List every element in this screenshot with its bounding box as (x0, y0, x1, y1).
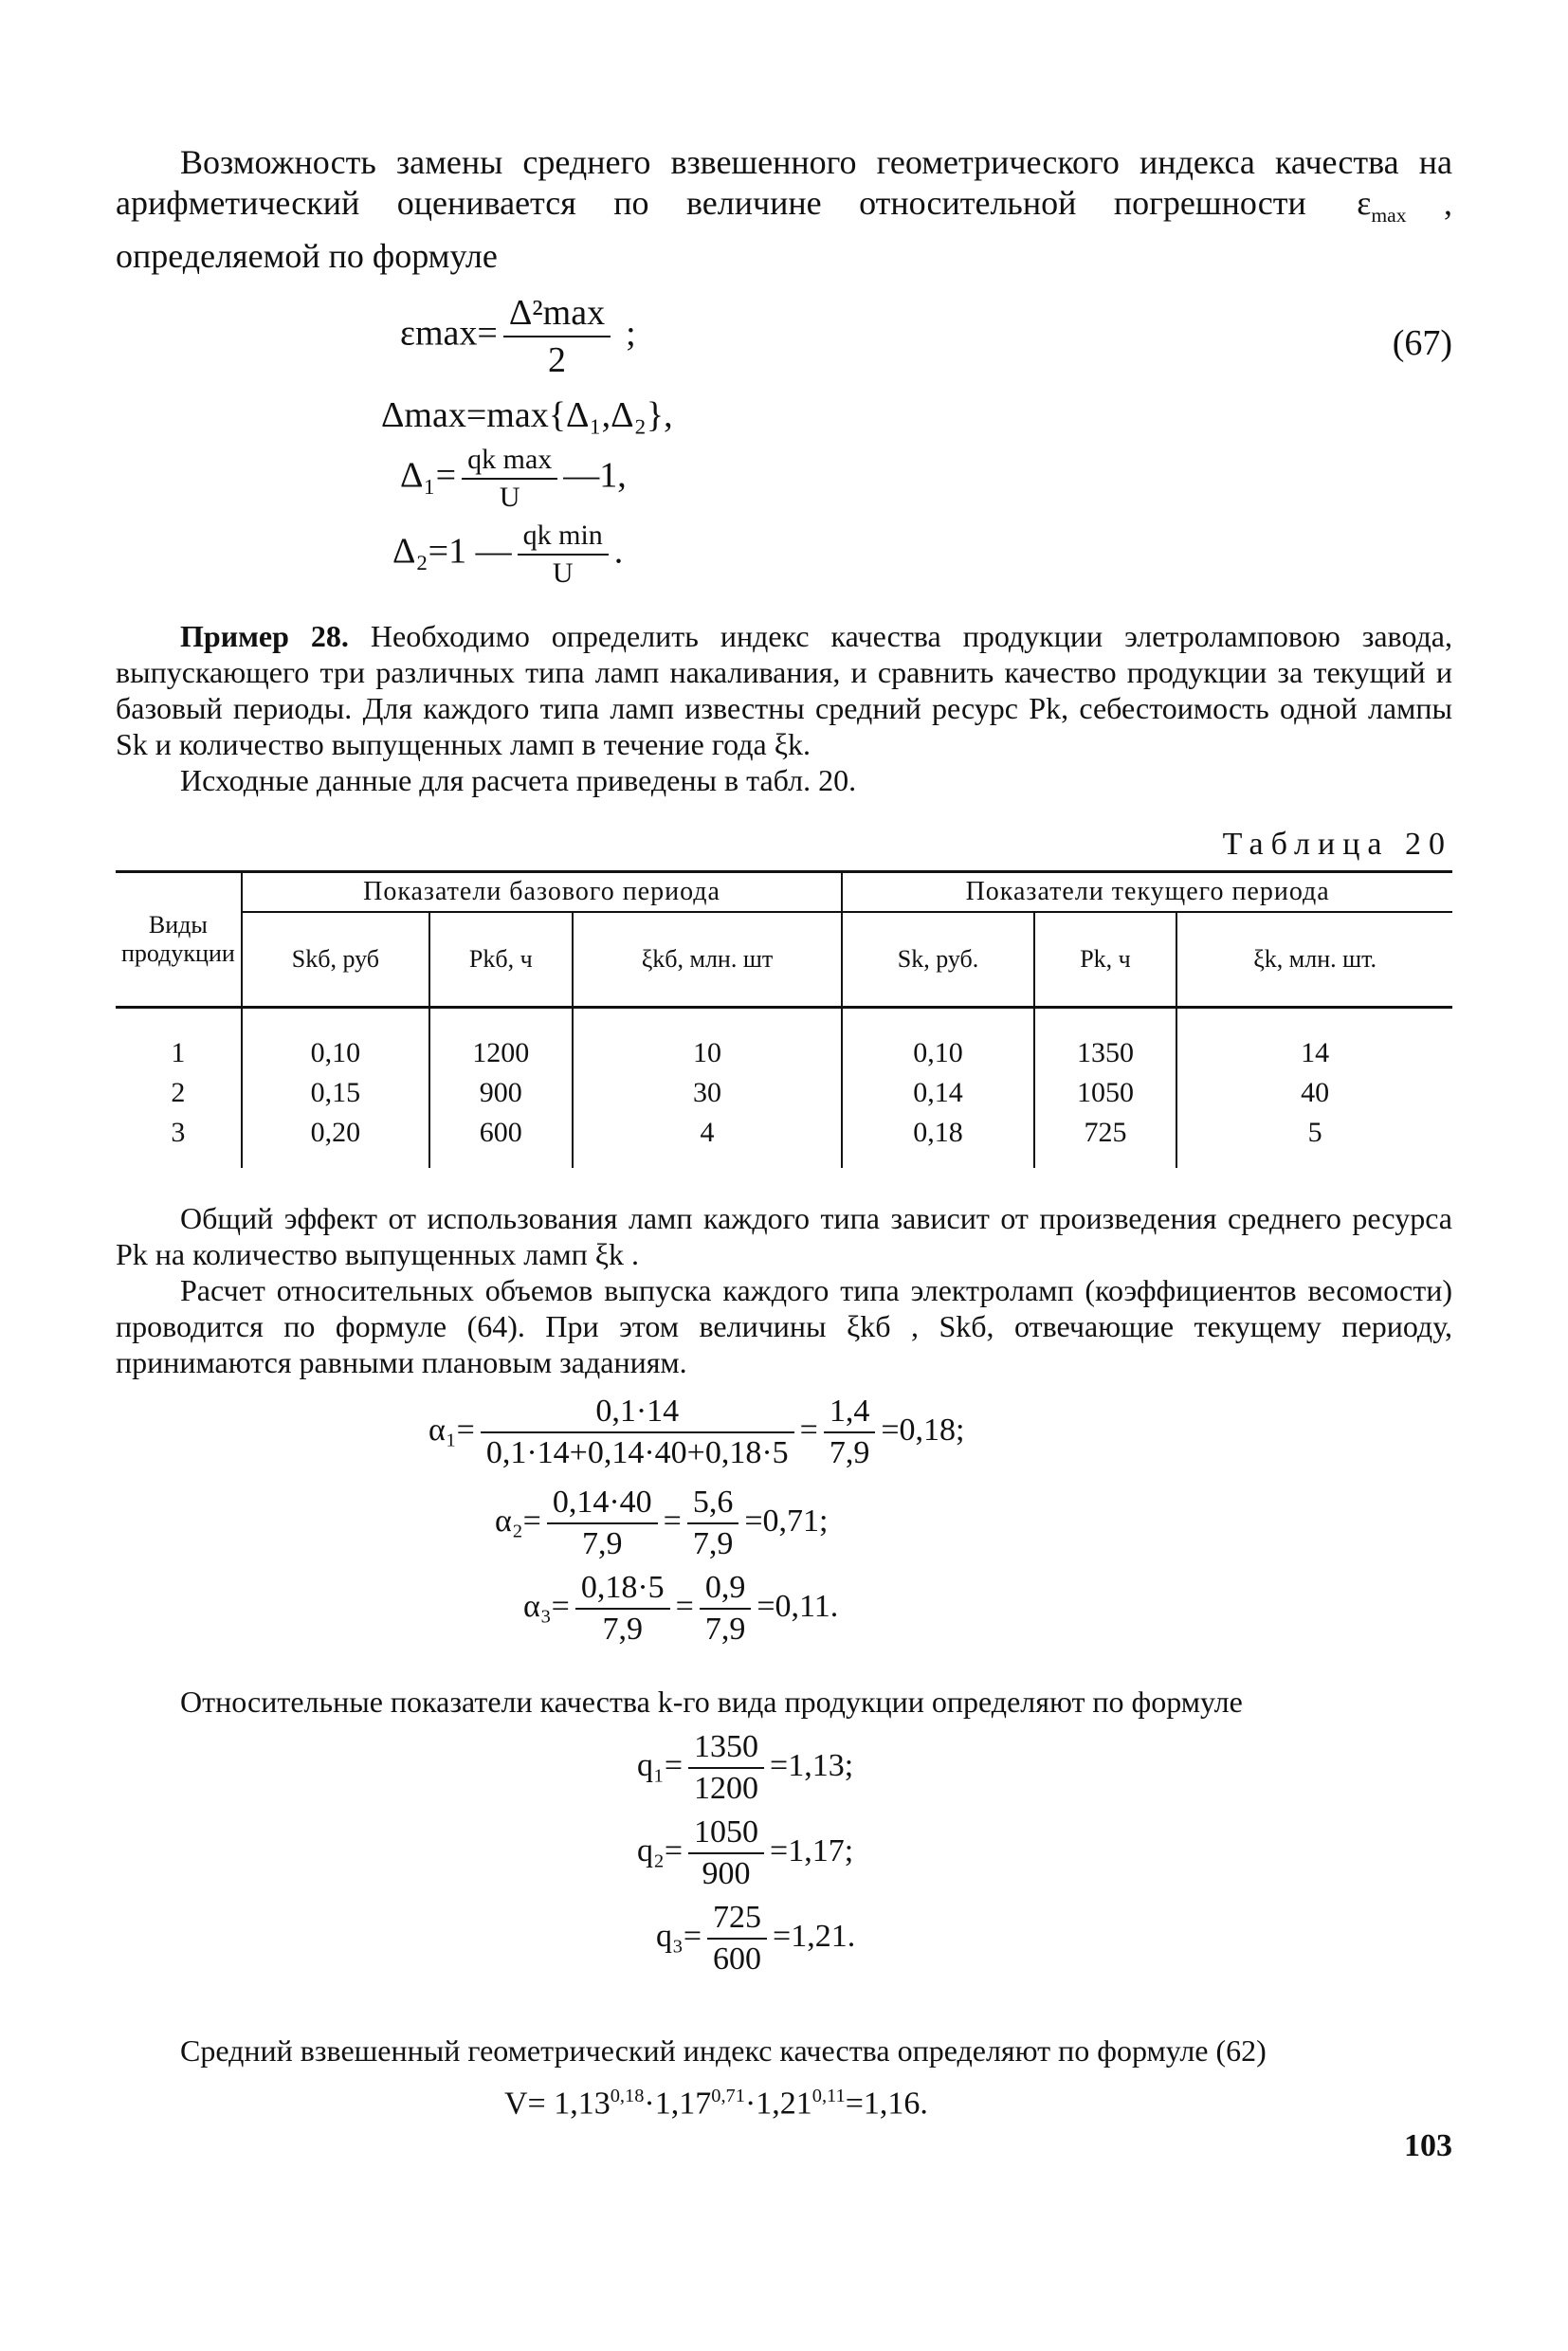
table-cell: 40 (1301, 1076, 1330, 1108)
table-header-col: Sk, руб. (842, 912, 1033, 1007)
table-cell: 0,15 (242, 1073, 429, 1113)
table-header-col: ξkб, млн. шт (573, 912, 843, 1007)
relative-paragraph: Относительные показатели качества k-го вида продукции определяют по формуле (180, 1684, 1243, 1719)
formula-q1: q₁= $\frac{1350}{1200}$ =1,13; (637, 1728, 854, 1806)
table-cell: 2 (116, 1073, 242, 1113)
formula-delta-2: Δ₂=1 — $\frac{\text{qk min}}{U}$ . (392, 519, 624, 590)
table-20 (116, 870, 1452, 1168)
table-row (116, 1073, 1452, 1113)
formula-delta-max: Δmax=max{Δ₁,Δ₂}, (381, 395, 673, 436)
formula-alpha-2: α₂= $\frac{0,14\cdot 40}{7,9}$ = $\frac{5,6}{7,9}$ =0,71; (495, 1484, 829, 1561)
table-cell: 1350 (1034, 1007, 1177, 1073)
table-cell: 3 (116, 1113, 242, 1168)
geometric-paragraph: Средний взвешенный геометрический индекс качества определяют по формуле (62) (180, 2032, 1267, 2068)
weights-paragraph: Расчет относительных объемов выпуска каждого типа электроламп (коэффициентов весомости) проводится по формуле (64). При этом величины ξkб , Skб, отвечающие текущему периоду, принимаются равными плановым заданиям. (116, 1272, 1452, 1379)
q-formulas (116, 1720, 1452, 2004)
table-caption: Таблица 20 (1222, 827, 1452, 863)
effect-paragraph: Общий эффект от использования ламп каждого типа зависит от произведения среднего ресурса Pk на количество выпущенных ламп ξk . (116, 1200, 1452, 1271)
table-row (116, 1113, 1452, 1168)
table-header-col: Skб, руб (242, 912, 429, 1007)
formula-q3: q₃= $\frac{725}{600}$ =1,21. (656, 1899, 856, 1977)
table-cell: 900 (429, 1073, 573, 1113)
equation-number: (67) (1392, 323, 1452, 364)
table-cell: 725 (1034, 1113, 1177, 1168)
example-label: Пример 28. (180, 619, 349, 654)
table-cell: 1050 (1034, 1073, 1177, 1113)
formula-eps-max: εmax= $\frac{\text{Δ²max}}{2}$ ; (400, 293, 636, 381)
intro-paragraph (116, 142, 1452, 277)
table-cell: 0,20 (242, 1113, 429, 1168)
intro-text-post: , определяемой по формуле (116, 184, 1453, 276)
table-header-col: Pk, ч (1034, 912, 1177, 1007)
table-cell: 10 (573, 1007, 843, 1073)
table-cell: 0,18 (842, 1113, 1033, 1168)
table-cell: 1 (116, 1007, 242, 1073)
example-paragraph-2: Исходные данные для расчета приведены в табл. 20. (180, 763, 857, 798)
formula-alpha-3: α₃= $\frac{0,18\cdot 5}{7,9}$ = $\frac{0,9}{7,9}$ =0,11. (523, 1569, 839, 1647)
formula-alpha-1: α₁= $\frac{0,1\cdot 14}{0,1\cdot 14+0,14\cdot 40+0,18\cdot 5}$ = $\frac{1,4}{7,9}$ =0,18; (428, 1393, 965, 1470)
table-header-col: ξk, млн. шт. (1176, 912, 1452, 1007)
formula-q2: q₂= $\frac{1050}{900}$ =1,17; (637, 1813, 854, 1891)
formula-final-v: $V= 1,13^{0,18}\cdot 1,17^{0,71}\cdot 1,21^{0,11}=1,16$. (504, 2085, 928, 2122)
page-number: 103 (1404, 2128, 1452, 2163)
table-cell: 0,10 (842, 1007, 1033, 1073)
alpha-formulas (116, 1380, 1452, 1665)
table-header-base: Показатели базового периода (242, 872, 843, 913)
table-cell: 30 (573, 1073, 843, 1113)
table-header-current: Показатели текущего периода (842, 872, 1452, 913)
table-cell: 600 (429, 1113, 573, 1168)
formula-67-block (116, 282, 1452, 595)
example-paragraph (116, 618, 1452, 762)
intro-text: Возможность замены среднего взвешенного геометрического индекса качества на арифметический оценивается по величине относительной погрешности (116, 143, 1452, 222)
table-header-col: Pkб, ч (429, 912, 573, 1007)
example-text: Необходимо определить индекс качества продукции элетроламповою завода, выпускающего три различных типа ламп накаливания, и сравнить качество продукции за текущий и базовый периоды. Для каждого типа ламп известны средний ресурс Pk, себестоимость одной лампы Sk и количество выпущенных ламп в течение года ξk. (116, 619, 1453, 762)
table-cell: 14 (1301, 1036, 1330, 1068)
table-row (116, 1007, 1452, 1073)
page-body (116, 142, 1452, 2122)
table-cell: 0,14 (842, 1073, 1033, 1113)
table-cell: 0,10 (242, 1007, 429, 1073)
table-cell: 5 (1307, 1116, 1322, 1148)
eps-symbol: $\varepsilon_{max}$ (1357, 184, 1407, 228)
formula-delta-1: Δ₁= $\frac{\text{qk max}}{U}$ —1, (400, 444, 627, 514)
table-header-kinds: Виды продукции (116, 872, 242, 1008)
table-cell: 4 (573, 1113, 843, 1168)
table-cell: 1200 (429, 1007, 573, 1073)
